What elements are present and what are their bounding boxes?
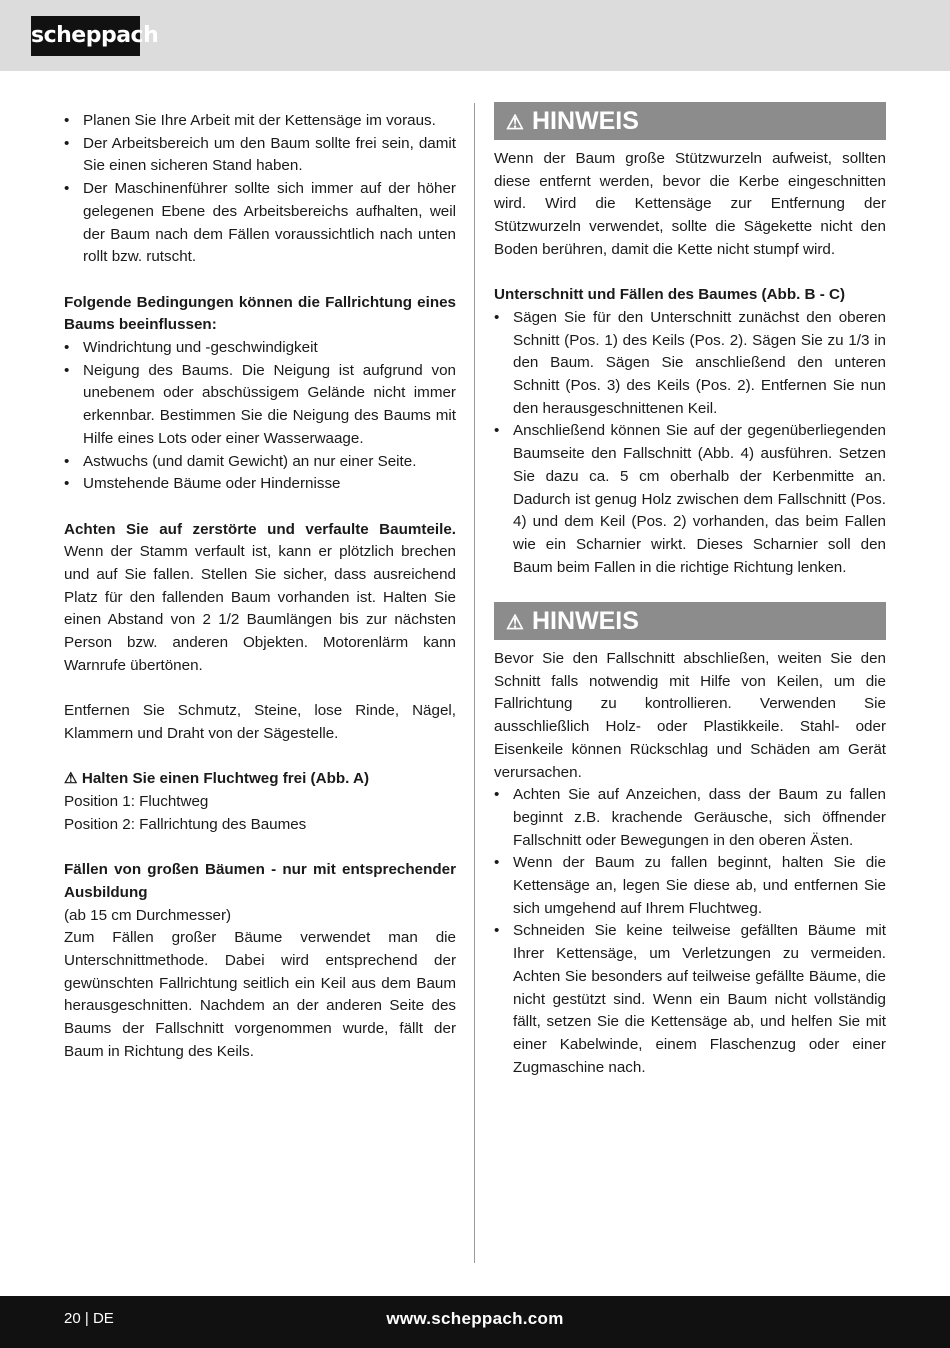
page-header <box>0 0 950 71</box>
warning-triangle-icon: ⚠ <box>506 612 524 635</box>
warning-triangle-icon: ⚠ <box>64 770 78 788</box>
hint-2-paragraph: Bevor Sie den Fallschnitt abschließen, weiten Sie den Schnitt falls notwendig mit Hilfe von Keilen, um die Fallrichtung zu kontrollieren. Verwenden Sie ausschließlich Holz- oder Plastikkeile. Stahl- oder Eisenkeile können Rückschlag und Schäden am Gerät verursachen. <box>494 650 886 781</box>
list-item: • Der Maschinenführer sollte sich immer auf der höher gelegenen Ebene des Arbeitsbereichs aufhalten, weil der Baum nach dem Fällen voraussichtlich nach unten rollt bzw. rutscht. <box>64 178 456 269</box>
list-item: • Achten Sie auf Anzeichen, dass der Baum zu fallen beginnt z.B. krachende Geräusche, sich öffnender Fallschnitt oder Bewegungen in den oberen Ästen. <box>494 784 886 852</box>
escape-heading: Halten Sie einen Fluchtweg frei (Abb. A) <box>81 770 370 788</box>
website-link[interactable]: www.scheppach.com <box>386 1309 564 1328</box>
hint-1-paragraph: Wenn der Baum große Stützwurzeln aufweist, sollten diese entfernt werden, bevor die Kerbe eingeschnitten wird. Wird die Kettensäge zur Entfernung der Stützwurzeln verwendet, sollte die Sägekette nicht den Boden berühren, damit die Kette nicht stumpf wird. <box>494 150 886 258</box>
hint-title: HINWEIS <box>531 107 639 135</box>
list-item: • Umstehende Bäume oder Hindernisse <box>64 473 456 496</box>
conditions-bullet-list <box>64 337 456 496</box>
list-item: • Planen Sie Ihre Arbeit mit der Kettensäge im voraus. <box>64 110 456 133</box>
conditions-heading: Folgende Bedingungen können die Fallrichtung eines Baums beeinflussen: <box>64 293 456 334</box>
right-column <box>494 102 886 1079</box>
large-trees-subtitle: (ab 15 cm Durchmesser) <box>64 906 232 924</box>
hint-title: HINWEIS <box>531 607 639 636</box>
page-footer <box>0 1296 950 1348</box>
list-item: • Schneiden Sie keine teilweise gefällten Bäume mit Ihrer Kettensäge, um Verletzungen zu vermeiden. Achten Sie besonders auf teilweise gefällte Bäume, die nicht gestützt sind. Wenn ein Baum nicht vollständig fällt, setzen Sie die Kettensäge ab, und helfen Sie mit einer Kabelwinde, einem Flaschenzug oder einer Zugmaschine nach. <box>494 920 886 1079</box>
list-item: • Astwuchs (und damit Gewicht) an nur einer Seite. <box>64 451 456 474</box>
list-item: • Wenn der Baum zu fallen beginnt, halten Sie die Kettensäge an, legen Sie diese ab, und entfernen Sie sich umgehend auf Ihrem Fluchtweg. <box>494 852 886 920</box>
language-code: DE <box>92 1310 114 1327</box>
rotten-heading: Achten Sie auf zerstörte und verfaulte Baumteile. <box>64 520 456 538</box>
list-item: • Anschließend können Sie auf der gegenüberliegenden Baumseite den Fallschnitt (Abb. 4) ausführen. Setzen Sie dazu ca. 5 cm oberhalb der Kerbenmitte an. Dadurch ist genug Holz zwischen dem Fallschnitt (Pos. 4) und dem Keil (Pos. 2) vorhanden, das beim Fallen wie ein Scharnier wirkt. Dieses Scharnier soll den Baum beim Fallen in die richtige Richtung lenken. <box>494 420 886 579</box>
scheppach-logo: scheppach <box>31 16 140 56</box>
rotten-text: Wenn der Stamm verfault ist, kann er plötzlich brechen und auf Sie fallen. Stellen Sie sicher, dass ausreichend Platz für den fallenden Baum vorhanden ist. Halten Sie einen Abstand von 2 1/2 Baumlängen bis zur nächsten Person bzw. anderen Objekten. Motorenlärm kann Warnrufe übertönen. <box>64 543 456 674</box>
escape-position-1: Position 1: Fluchtweg <box>64 793 209 811</box>
warning-triangle-icon: ⚠ <box>506 112 524 134</box>
page-number: 20 <box>64 1310 81 1327</box>
column-divider <box>474 103 475 1263</box>
list-item: • Sägen Sie für den Unterschnitt zunächst den oberen Schnitt (Pos. 1) des Keils (Pos. 2). Sägen Sie zu 1/3 in den Baum. Sägen Sie anschließend den unteren Schnitt (Pos. 3) des Keils (Pos. 2). Entfernen Sie nun den herausgeschnittenen Keil. <box>494 307 886 421</box>
intro-bullet-list <box>64 110 456 269</box>
hint-box-2 <box>494 602 886 640</box>
list-item: • Windrichtung und -geschwindigkeit <box>64 337 456 360</box>
list-item: • Der Arbeitsbereich um den Baum sollte frei sein, damit Sie einen sicheren Stand haben. <box>64 133 456 178</box>
undercut-bullet-list <box>494 307 886 579</box>
hint-2-bullet-list <box>494 784 886 1079</box>
large-trees-heading: Fällen von großen Bäumen - nur mit entsprechender Ausbildung <box>64 861 456 901</box>
rotten-paragraph <box>64 519 456 678</box>
footer-separator: | <box>84 1310 89 1327</box>
large-trees-paragraph: Zum Fällen großer Bäume verwendet man die Unterschnittmethode. Dabei wird entsprechend der gewünschten Fallrichtung seitlich ein Keil aus dem Baum herausgeschnitten. Nachdem an der anderen Seite des Baums der Fallschnitt vorgenommen wurde, fällt der Baum in Richtung des Keils. <box>64 929 456 1060</box>
left-column <box>64 110 456 1063</box>
escape-position-2: Position 2: Fallrichtung des Baumes <box>64 815 307 833</box>
remove-paragraph: Entfernen Sie Schmutz, Steine, lose Rinde, Nägel, Klammern und Draht von der Sägestelle. <box>64 702 456 742</box>
undercut-heading: Unterschnitt und Fällen des Baumes (Abb. B - C) <box>494 286 846 304</box>
hint-box-1 <box>494 102 886 140</box>
list-item: • Neigung des Baums. Die Neigung ist aufgrund von unebenem oder abschüssigem Gelände nicht immer erkennbar. Bestimmen Sie die Neigung des Baums mit Hilfe eines Lots oder einer Wasserwaage. <box>64 360 456 451</box>
escape-heading-line <box>64 768 456 791</box>
